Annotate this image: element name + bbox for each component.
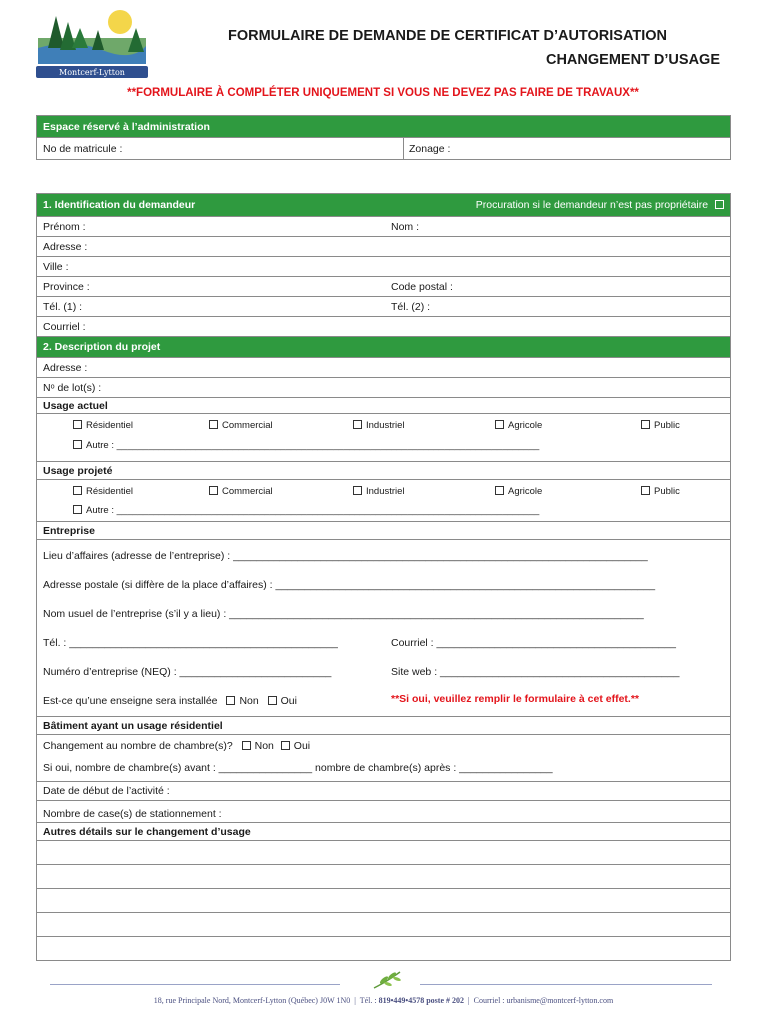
row-ville [37,257,730,277]
province-field[interactable]: Province : [43,280,90,293]
nom-field[interactable]: Nom : [391,220,420,233]
neq-field[interactable]: Numéro d’entreprise (NEQ) : __________________________ [43,666,332,678]
residentiel-block [37,735,730,781]
section1-header [37,194,730,217]
site-web-field[interactable]: Site web : _________________________________________ [391,666,680,678]
projete-commercial[interactable]: Commercial [209,486,273,497]
projete-industriel[interactable]: Industriel [353,486,405,497]
footer-tel: 819•449•4578 poste # 202 [378,996,465,1005]
footer-email[interactable]: urbanisme@montcerf-lytton.com [506,996,614,1005]
usage-projete-label: Usage projeté [37,462,730,480]
procuration-option[interactable]: Procuration si le demandeur n’est pas propriétaire [476,199,724,211]
row-date-debut [37,781,730,801]
entreprise-tel-field[interactable]: Tél. : ______________________________________________ [43,637,338,649]
admin-header [37,116,730,138]
row-stationnement [37,801,730,823]
entreprise-courriel-field[interactable]: Courriel : _________________________________________ [391,637,676,649]
tel2-field[interactable]: Tél. (2) : [391,300,431,313]
section2-header [37,337,730,358]
row-tel [37,297,730,317]
form-subtitle: CHANGEMENT D’USAGE [545,52,720,68]
stationnement-field[interactable]: Nombre de case(s) de stationnement : [43,808,222,820]
entreprise-label: Entreprise [37,522,730,540]
projet-adresse-field[interactable]: Adresse : [43,361,88,374]
section1-title: 1. Identification du demandeur [43,199,196,211]
projete-public[interactable]: Public [641,486,680,497]
zonage-field[interactable]: Zonage : [409,142,451,155]
chambres-non-checkbox[interactable] [242,741,251,750]
chambres-avant-apres[interactable]: Si oui, nombre de chambre(s) avant : ________________ nombre de chambre(s) après : ________________ [43,762,553,774]
row-prenom-nom [37,217,730,237]
admin-row [37,138,730,159]
row-courriel [37,317,730,337]
warning-note: **FORMULAIRE À COMPLÉTER UNIQUEMENT SI VOUS NE DEVEZ PAS FAIRE DE TRAVAUX** [127,87,639,99]
actuel-agricole[interactable]: Agricole [495,420,542,431]
projete-autre[interactable]: Autre : ________________________________________________________________________________ [73,505,539,516]
prenom-field[interactable]: Prénom : [43,220,86,233]
admin-section [36,115,731,160]
lots-field[interactable]: Nᵒ de lot(s) : [43,381,102,394]
autres-label: Autres détails sur le changement d’usage [37,823,730,841]
actuel-residentiel[interactable]: Résidentiel [73,420,133,431]
courriel-field[interactable]: Courriel : [43,320,86,333]
row-adresse [37,237,730,257]
enseigne-question: Est-ce qu’une enseigne sera installée Non Oui [43,695,297,707]
entreprise-block [37,540,730,717]
footer-divider-right [420,984,712,985]
usage-projete-options [37,480,730,522]
code-postal-field[interactable]: Code postal : [391,280,453,293]
logo-text: Montcerf-Lytton [59,68,125,77]
section2-title: 2. Description du projet [43,341,161,353]
form-title: FORMULAIRE DE DEMANDE DE CERTIFICAT D’AUTORISATION [227,28,668,44]
actuel-autre[interactable]: Autre : ________________________________________________________________________________ [73,440,539,451]
procuration-checkbox[interactable] [715,200,724,209]
adresse-field[interactable]: Adresse : [43,240,88,253]
enseigne-oui-checkbox[interactable] [268,696,277,705]
footer-contact: 18, rue Principale Nord, Montcerf-Lytton (Québec) J0W 1N0 | Tél. : 819•449•4578 poste # 202 | Courriel : urbanisme@montcerf-lytton.com [153,996,614,1005]
adresse-postale-field[interactable]: Adresse postale (si diffère de la place d’affaires) : _________________________________________________________________ [43,579,656,591]
projete-agricole[interactable]: Agricole [495,486,542,497]
autres-lines[interactable] [37,841,730,958]
actuel-commercial[interactable]: Commercial [209,420,273,431]
admin-title: Espace réservé à l’administration [43,120,210,133]
residentiel-label: Bâtiment ayant un usage résidentiel [37,717,730,735]
actuel-industriel[interactable]: Industriel [353,420,405,431]
actuel-public[interactable]: Public [641,420,680,431]
projete-residentiel[interactable]: Résidentiel [73,486,133,497]
footer-address: 18, rue Principale Nord, Montcerf-Lytton (Québec) J0W 1N0 [153,996,351,1005]
date-debut-field[interactable]: Date de début de l’activité : [43,785,170,797]
usage-actuel-options [37,414,730,462]
matricule-field[interactable]: No de matricule : [43,142,123,155]
main-form [36,193,731,961]
lieu-affaires-field[interactable]: Lieu d’affaires (adresse de l’entreprise) : _______________________________________________________________________ [43,550,648,562]
chambres-question: Changement au nombre de chambre(s)? Non Oui [43,740,311,752]
leaf-icon [370,968,410,990]
row-lots [37,378,730,398]
enseigne-note: **Si oui, veuillez remplir le formulaire à cet effet.** [391,693,640,705]
row-projet-adresse [37,358,730,378]
municipality-logo [32,8,152,80]
usage-actuel-label: Usage actuel [37,398,730,414]
ville-field[interactable]: Ville : [43,260,69,273]
row-province [37,277,730,297]
tel1-field[interactable]: Tél. (1) : [43,300,83,313]
chambres-oui-checkbox[interactable] [281,741,290,750]
nom-usuel-field[interactable]: Nom usuel de l’entreprise (s’il y a lieu) : _______________________________________________________________________ [43,608,644,620]
enseigne-non-checkbox[interactable] [226,696,235,705]
footer-divider-left [50,984,340,985]
